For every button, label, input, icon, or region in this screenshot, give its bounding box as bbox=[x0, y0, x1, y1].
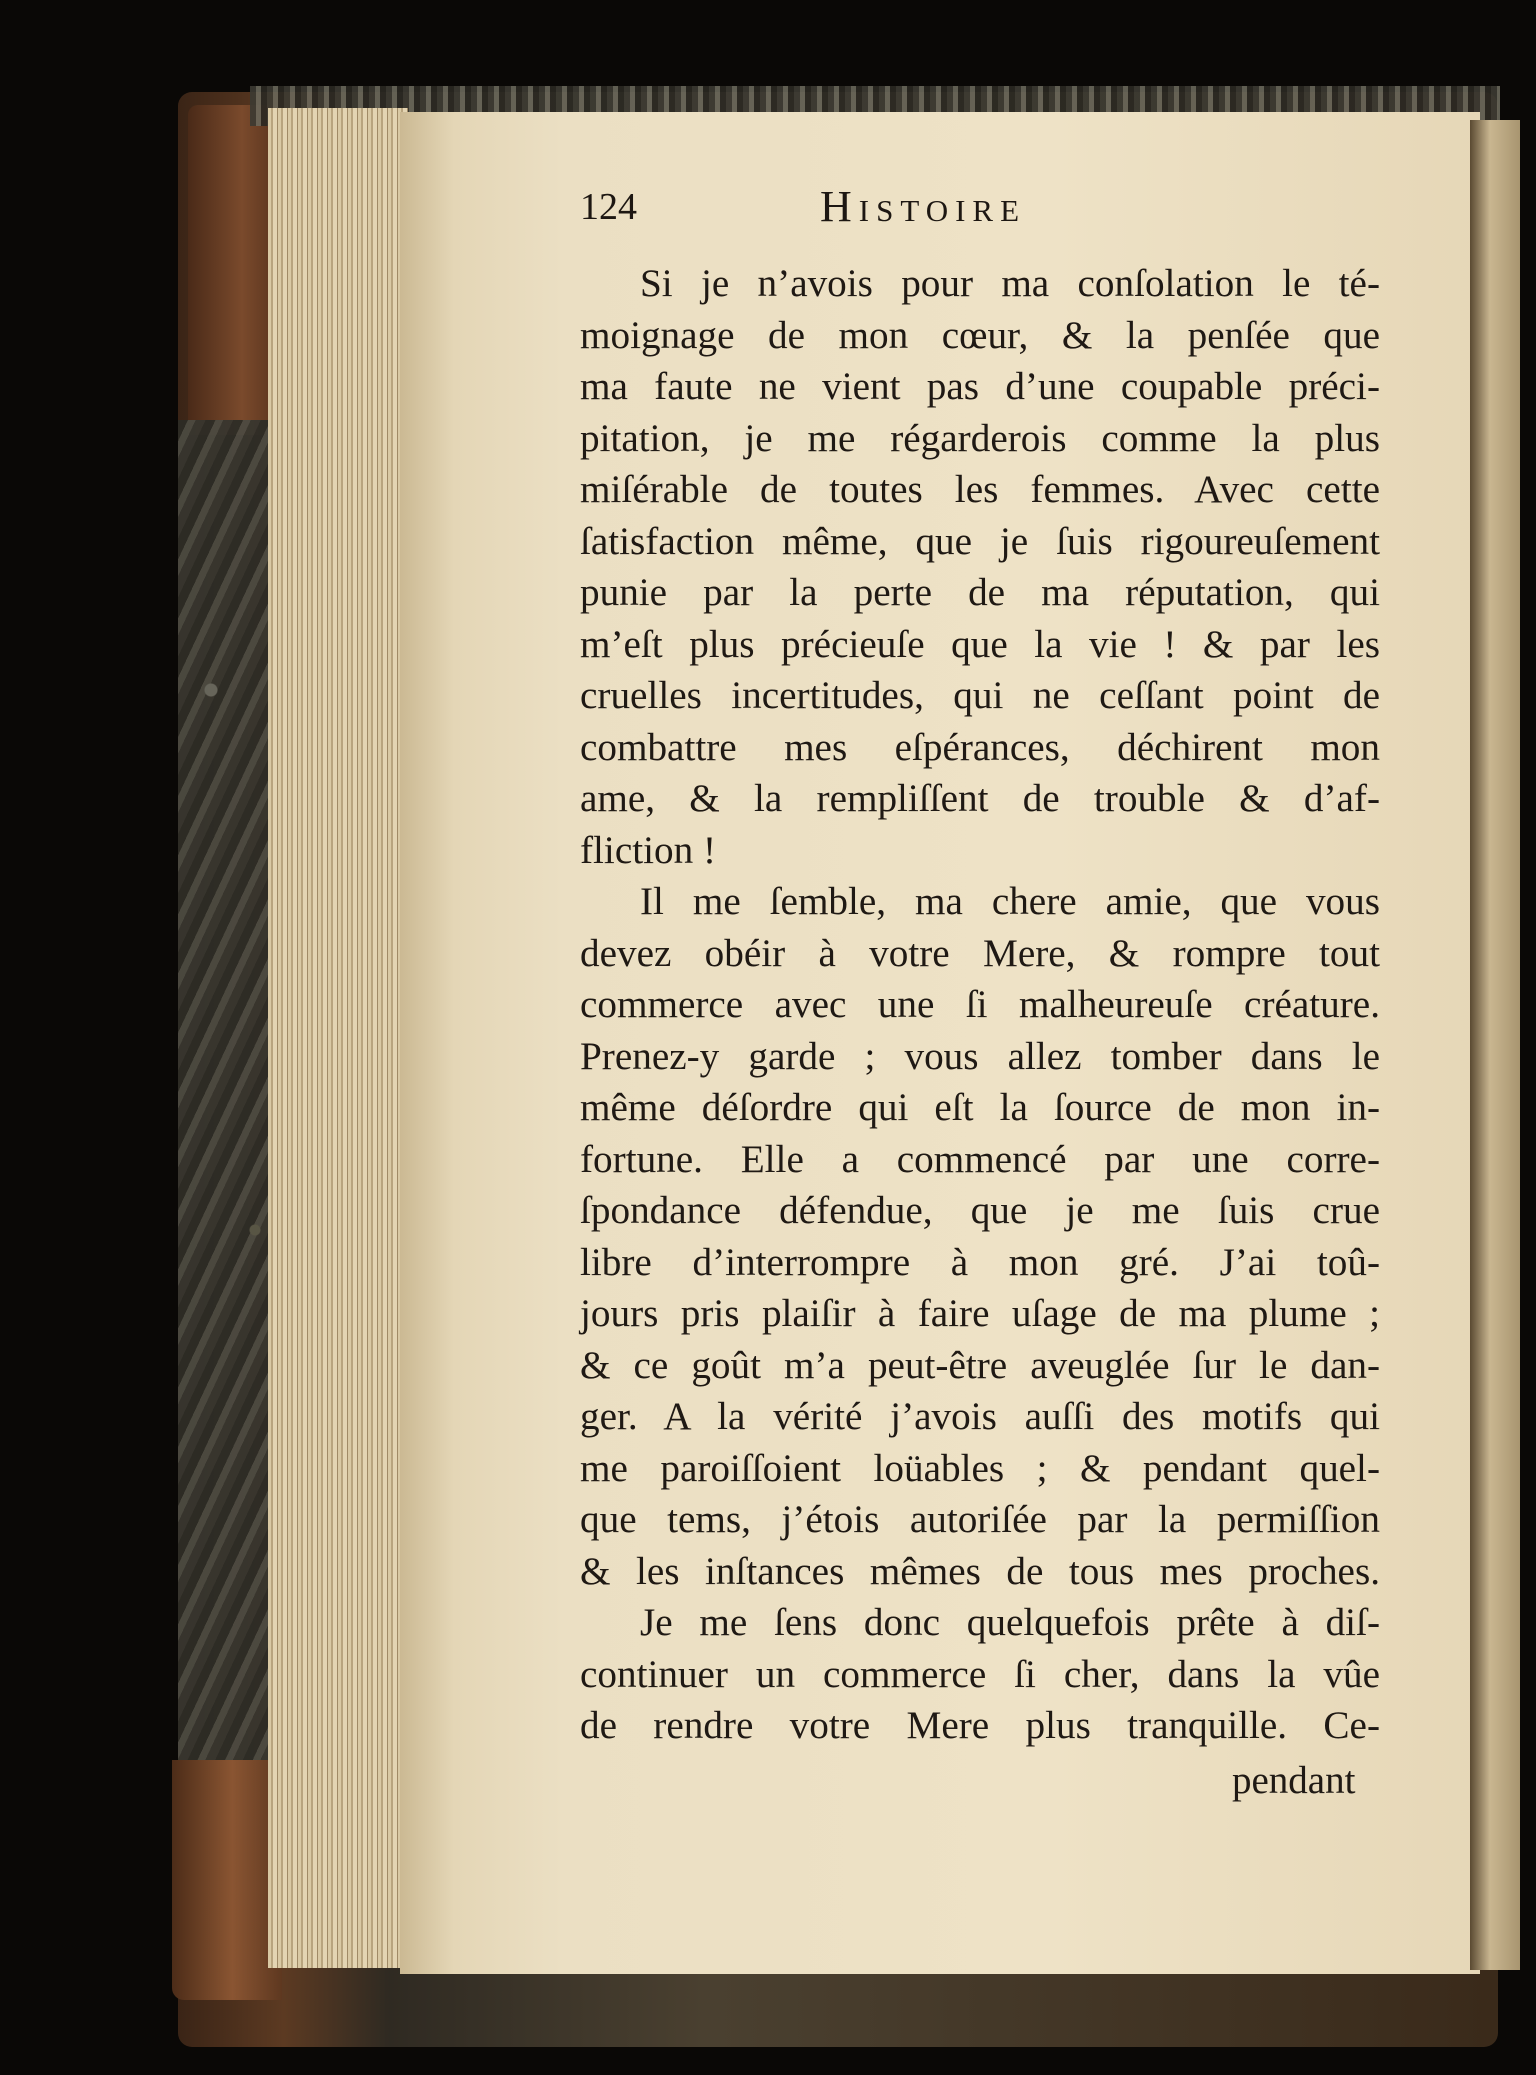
running-title: Histoire bbox=[820, 182, 1027, 231]
text-line: ame, & la rempliſſent de trouble & d’af- bbox=[580, 777, 1380, 820]
running-head bbox=[580, 182, 1415, 245]
leather-binding-top bbox=[188, 105, 278, 435]
body-text bbox=[580, 258, 1380, 1752]
text-line: pitation, je me régarderois comme la plus bbox=[580, 416, 1380, 460]
text-line: ger. A la vérité j’avois auſſi des motifs qui bbox=[580, 1395, 1380, 1438]
gutter-shadow bbox=[1470, 120, 1520, 1970]
text-line: & les inſtances mêmes de tous mes proches. bbox=[580, 1549, 1380, 1593]
text-line: fliction ! bbox=[580, 828, 717, 872]
text-line: m’eſt plus précieuſe que la vie ! & par les bbox=[580, 622, 1380, 666]
text-line: même déſordre qui eſt la ſource de mon in- bbox=[580, 1086, 1380, 1129]
text-line: combattre mes eſpérances, déchirent mon bbox=[580, 725, 1380, 769]
text-line: Je me ſens donc quelquefois prête à diſ- bbox=[640, 1601, 1380, 1644]
leather-binding-bottom bbox=[172, 1760, 282, 2000]
text-line: continuer un commerce ſi cher, dans la vûe bbox=[580, 1652, 1380, 1696]
text-line: Si je n’avois pour ma conſolation le té- bbox=[640, 262, 1380, 305]
page-number: 124 bbox=[580, 186, 637, 228]
text-line: ſpondance défendue, que je me ſuis crue bbox=[580, 1189, 1380, 1232]
text-line: moignage de mon cœur, & la penſée que bbox=[580, 313, 1380, 357]
text-line: ſatisfaction même, que je ſuis rigoureuſement bbox=[580, 519, 1380, 563]
text-line: me paroiſſoient loüables ; & pendant quel- bbox=[580, 1446, 1380, 1490]
text-line: punie par la perte de ma réputation, qui bbox=[580, 571, 1380, 614]
text-line: libre d’interrompre à mon gré. J’ai toû- bbox=[580, 1240, 1380, 1284]
text-line: devez obéir à votre Mere, & rompre tout bbox=[580, 931, 1380, 975]
text-line: Il me ſemble, ma chere amie, que vous bbox=[640, 880, 1380, 923]
text-line: que tems, j’étois autoriſée par la permiſſion bbox=[580, 1498, 1380, 1541]
text-line: commerce avec une ſi malheureuſe créature. bbox=[580, 983, 1380, 1026]
text-line: de rendre votre Mere plus tranquille. Ce- bbox=[580, 1704, 1380, 1747]
catchword: pendant bbox=[1232, 1759, 1356, 1802]
text-line: jours pris plaiſir à faire uſage de ma plume ; bbox=[580, 1292, 1380, 1335]
page-stack-edges bbox=[268, 108, 408, 1968]
text-line: cruelles incertitudes, qui ne ceſſant point de bbox=[580, 674, 1380, 717]
text-line: fortune. Elle a commencé par une corre- bbox=[580, 1137, 1380, 1181]
text-line: ma faute ne vient pas d’une coupable préci- bbox=[580, 365, 1380, 408]
text-line: miſérable de toutes les femmes. Avec cette bbox=[580, 468, 1380, 511]
text-line: & ce goût m’a peut-être aveuglée ſur le dan- bbox=[580, 1343, 1380, 1387]
text-line: Prenez-y garde ; vous allez tomber dans le bbox=[580, 1034, 1380, 1078]
